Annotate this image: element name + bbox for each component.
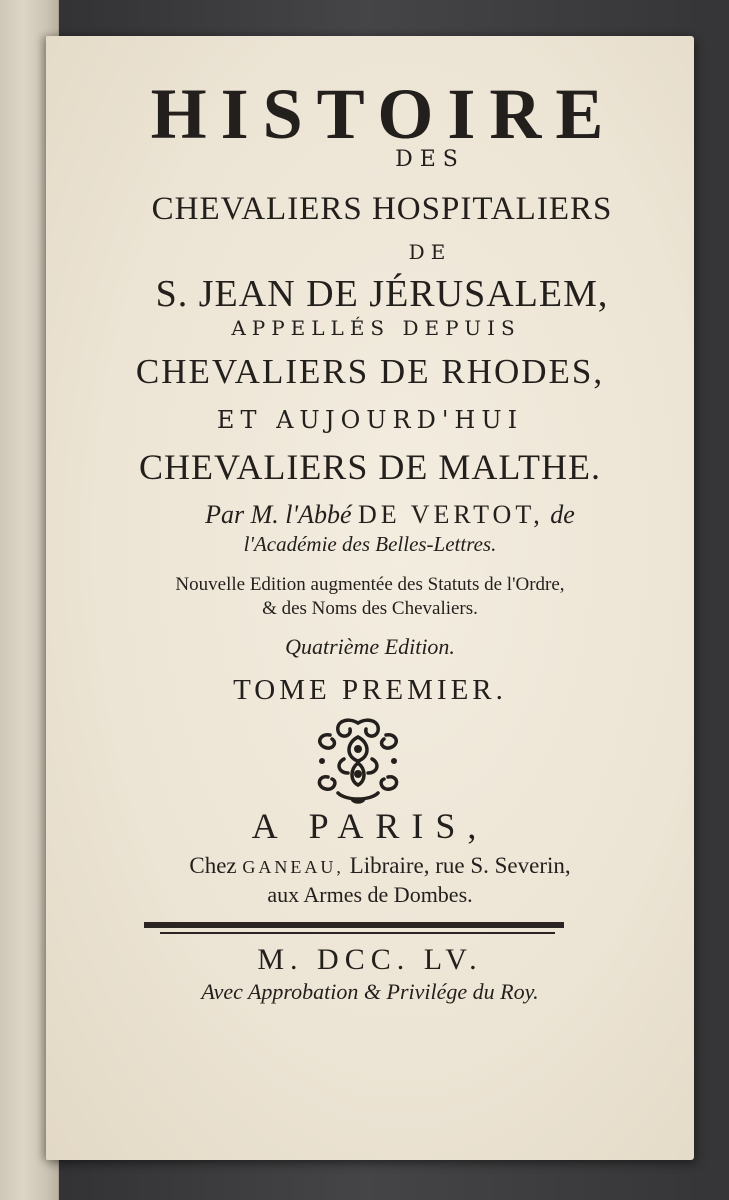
edition-note-line2: & des Noms des Chevaliers.: [262, 598, 478, 619]
title-de: DE: [408, 240, 452, 264]
printers-ornament-icon: [308, 715, 408, 805]
title-chevaliers-hospitaliers: CHEVALIERS HOSPITALIERS: [151, 191, 613, 227]
title-appelles-depuis: APPELLÉS DEPUIS: [231, 316, 521, 340]
edition-note-line1: Nouvelle Edition augmentée des Statuts de l'Ordre,: [175, 574, 565, 595]
imprint-address: aux Armes de Dombes.: [267, 882, 473, 907]
title-chevaliers-rhodes: CHEVALIERS DE RHODES,: [135, 352, 605, 391]
title-aujourdhui: ET AUJOURD'HUI: [216, 406, 524, 434]
title-des: DES: [395, 147, 465, 172]
title-chevaliers-malthe: CHEVALIERS DE MALTHE.: [138, 447, 602, 487]
author-academie: l'Académie des Belles-Lettres.: [243, 532, 497, 556]
author-prefix: Par M. l'Abbé: [205, 500, 352, 529]
publisher-suffix: Libraire, rue S. Severin,: [349, 853, 571, 878]
imprint-rule-thin: [160, 932, 555, 934]
author-name: DE VERTOT,: [358, 500, 544, 529]
author-suffix: de: [550, 500, 575, 529]
publisher-name: GANEAU,: [242, 857, 344, 877]
author-line: [46, 500, 714, 530]
imprint-publisher: [46, 852, 704, 881]
imprint-rule-thick: [144, 922, 564, 928]
imprint-approbation: Avec Approbation & Privilége du Roy.: [201, 979, 539, 1004]
title-histoire: HISTOIRE: [150, 74, 618, 154]
title-saint-jean: S. JEAN DE JÉRUSALEM,: [155, 273, 609, 315]
imprint-date: M. DCC. LV.: [257, 943, 483, 976]
imprint-city: A PARIS,: [251, 806, 489, 846]
publisher-prefix: Chez: [189, 853, 237, 878]
edition-number: Quatrième Edition.: [285, 634, 455, 659]
volume-title: TOME PREMIER.: [233, 674, 507, 706]
